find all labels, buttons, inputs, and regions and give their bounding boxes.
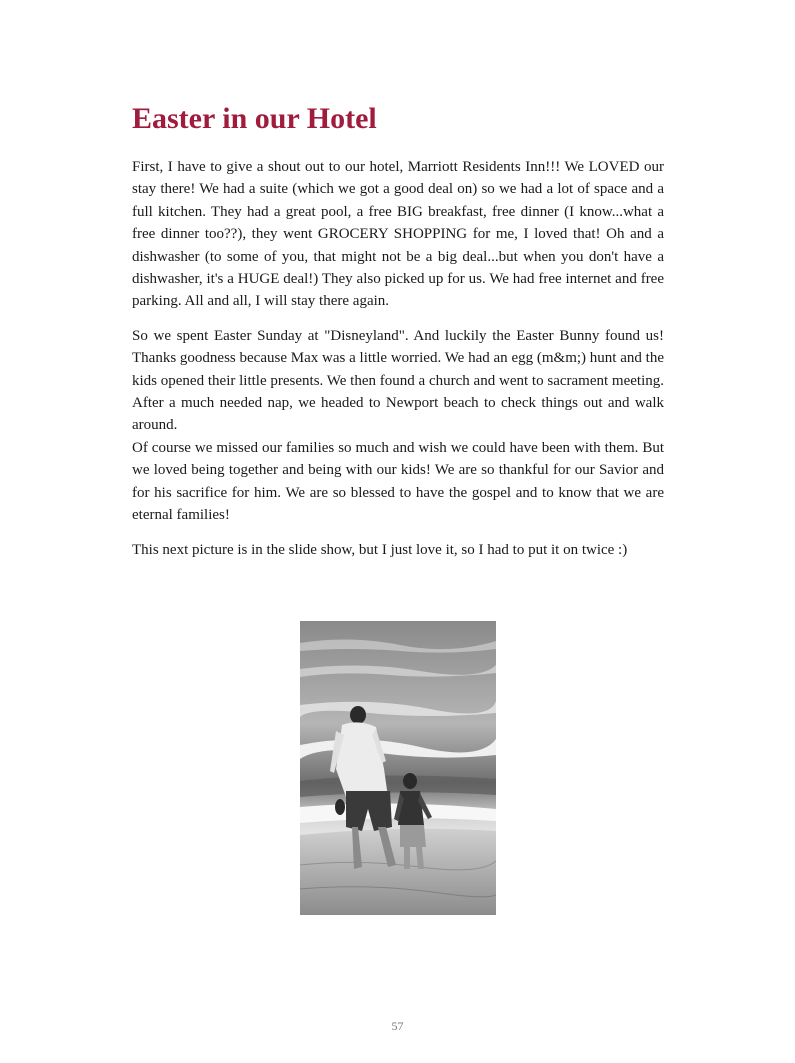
page-number: 57 bbox=[391, 1019, 404, 1033]
paragraph-families: Of course we missed our families so much and wish we could have been with them. But we loved being together and being with our kids! We are so thankful for our Savior and for his sacrifice for him. We are so blessed to have the gospel and to know that we are eternal families! bbox=[132, 439, 664, 524]
paragraph-easter-sunday: So we spent Easter Sunday at "Disneyland". And luckily the Easter Bunny found us! Thanks goodness because Max was a little worried. We had an egg (m&m;) hunt and the kids opened their little presents. We then found a church and went to sacrament meeting. After a much needed nap, we headed to Newport beach to check things out and walk around. bbox=[132, 327, 664, 434]
page-title: Easter in our Hotel bbox=[132, 102, 377, 135]
paragraph-picture-note: This next picture is in the slide show, but I just love it, so I had to put it on twice :) bbox=[132, 541, 628, 558]
paragraph-hotel: First, I have to give a shout out to our hotel, Marriott Residents Inn!!! We LOVED our stay there! We had a suite (which we got a good deal on) so we had a lot of space and a full kitchen. They had a great pool, a free BIG breakfast, free dinner (I know...what a free dinner too??), they went GROCERY SHOPPING for me, I loved that! Oh and a dishwasher (to some of you, that might not be a big deal...but when you don't have a dishwasher, it's a HUGE deal!) They also picked up for us. We had free internet and free parking. All and all, I will stay there again. bbox=[132, 159, 664, 310]
body-text bbox=[132, 156, 664, 573]
beach-photo bbox=[300, 621, 496, 915]
